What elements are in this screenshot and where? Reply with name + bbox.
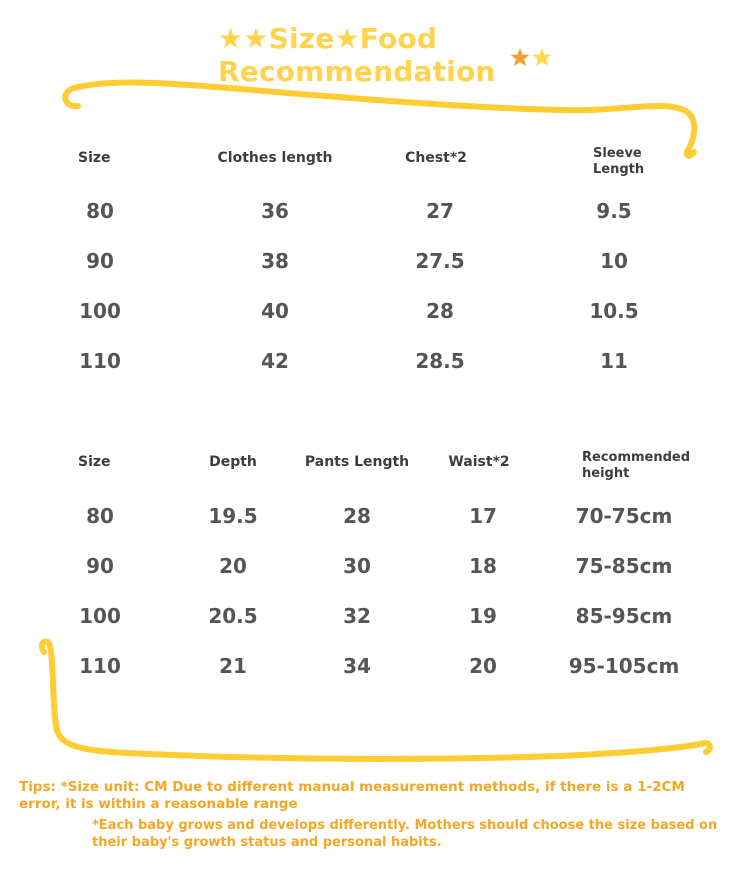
top-cell: 42: [261, 349, 289, 373]
bottom-cell: 75-85cm: [575, 554, 673, 578]
bottom-header-height: height: [582, 466, 630, 481]
bottom-cell: 20: [469, 654, 497, 678]
top-header-sleeve: Sleeve: [593, 146, 642, 161]
bottom-cell: 110: [79, 654, 121, 678]
bottom-cell: 20: [219, 554, 247, 578]
page-title: [218, 22, 496, 88]
top-cell: 28.5: [415, 349, 465, 373]
bottom-header-waist: Waist*2: [448, 454, 510, 470]
title-line-2: Recommendation: [218, 55, 496, 88]
bottom-cell: 19.5: [208, 504, 258, 528]
top-header-chest: Chest*2: [405, 150, 467, 166]
bottom-cell: 90: [86, 554, 114, 578]
bottom-header-depth: Depth: [209, 454, 257, 470]
bottom-cell: 28: [343, 504, 371, 528]
tips-growth-note: *Each baby grows and develops differently. Mothers should choose the size based on their baby's growth status and personal habits.: [92, 818, 718, 850]
top-cell: 10.5: [589, 299, 639, 323]
top-cell: 28: [426, 299, 454, 323]
bottom-header-recommended-height: [582, 450, 690, 482]
bottom-cell: 19: [469, 604, 497, 628]
bottom-header-pants-length: Pants Length: [304, 454, 410, 470]
star-sticker-icon: [509, 47, 555, 69]
top-header-sleeve-length: [593, 146, 644, 178]
top-cell: 40: [261, 299, 289, 323]
top-cell: 80: [86, 199, 114, 223]
bottom-header-recommended: Recommended: [582, 450, 691, 465]
bottom-header-size: Size: [78, 454, 111, 470]
tips-size-unit: Tips: *Size unit: CM Due to different manual measurement methods, if there is a 1-2CM error, it is within a reasonable range: [19, 779, 685, 812]
top-cell: 9.5: [596, 199, 632, 223]
top-cell: 100: [79, 299, 121, 323]
bottom-cell: 34: [343, 654, 371, 678]
top-cell: 10: [600, 249, 628, 273]
top-cell: 90: [86, 249, 114, 273]
bottom-cell: 21: [219, 654, 247, 678]
bottom-cell: 32: [343, 604, 371, 628]
top-cell: 38: [261, 249, 289, 273]
top-header-clothes-length: Clothes length: [217, 150, 333, 166]
bottom-cell: 17: [469, 504, 497, 528]
top-cell: 36: [261, 199, 289, 223]
bottom-cell: 18: [469, 554, 497, 578]
top-header-length: Length: [593, 162, 645, 177]
top-cell: 11: [600, 349, 628, 373]
top-cell: 110: [79, 349, 121, 373]
title-line-1: ★★Size★Food: [218, 22, 438, 55]
bottom-cell: 70-75cm: [575, 504, 673, 528]
bottom-cell: 95-105cm: [568, 654, 680, 678]
bottom-cell: 30: [343, 554, 371, 578]
top-cell: 27: [426, 199, 454, 223]
top-header-size: Size: [78, 150, 111, 166]
top-cell: 27.5: [415, 249, 465, 273]
bottom-cell: 85-95cm: [575, 604, 673, 628]
bottom-cell: 80: [86, 504, 114, 528]
bottom-cell: 20.5: [208, 604, 258, 628]
bottom-cell: 100: [79, 604, 121, 628]
